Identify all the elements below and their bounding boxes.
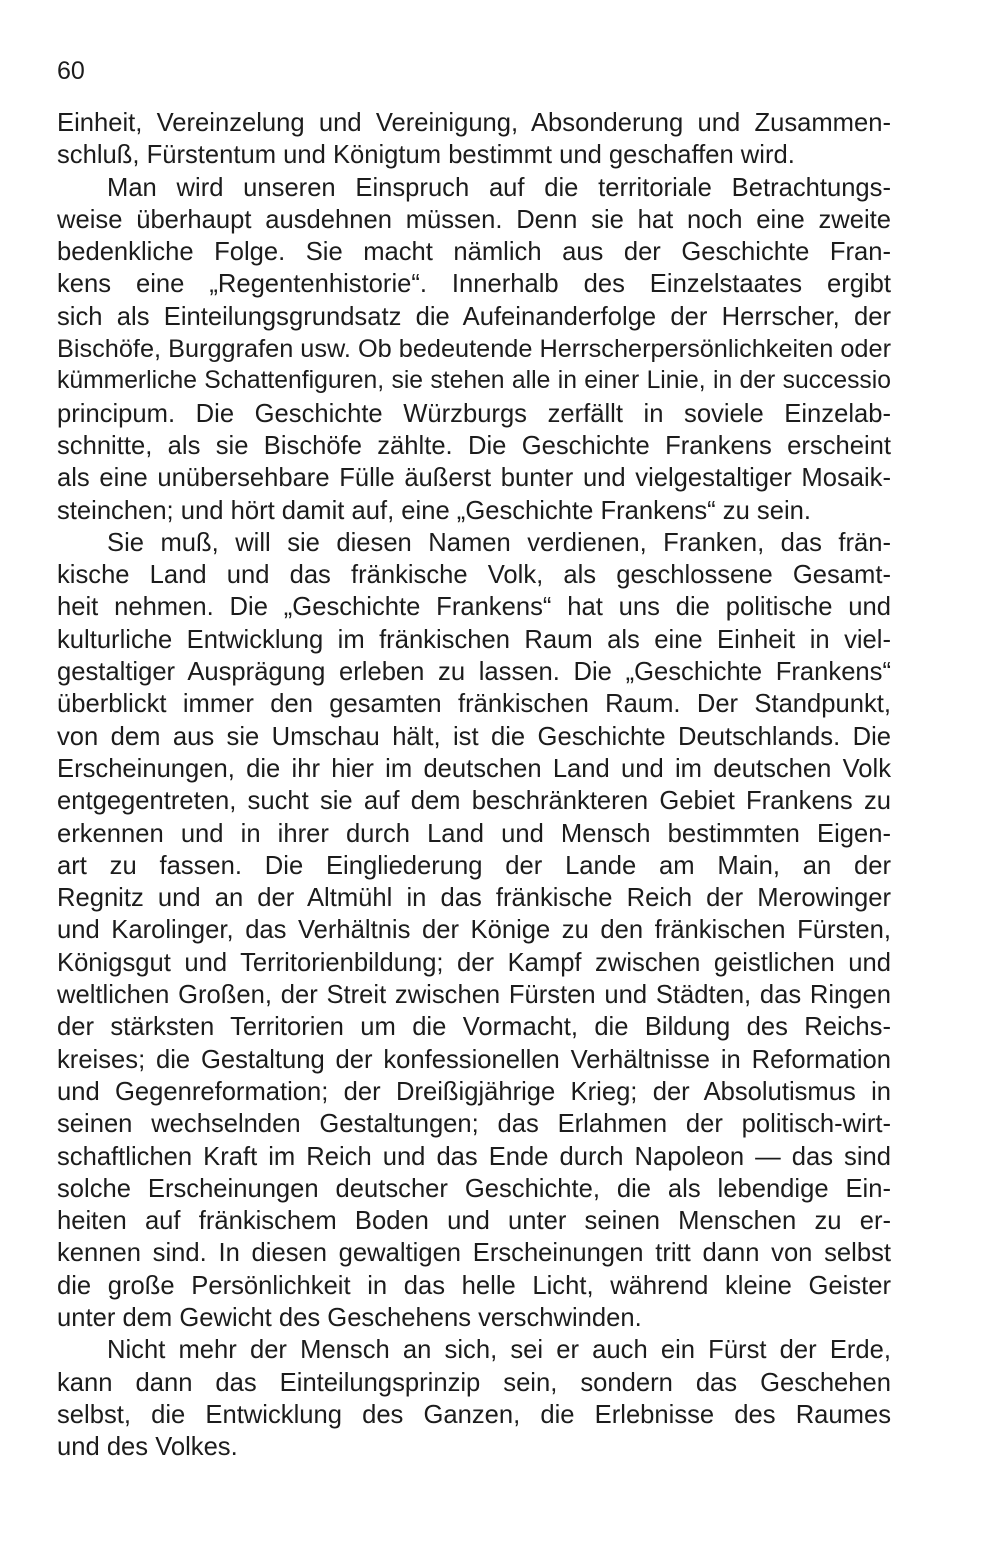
text-line: Erscheinungen, die ihr hier im deutschen Land und im deutschen Volk <box>57 754 891 783</box>
text-line: entgegentreten, sucht sie auf dem beschränkteren Gebiet Frankens zu <box>57 787 891 816</box>
text-line: steinchen; und hört damit auf, eine „Geschichte Frankens“ zu sein. <box>57 496 811 525</box>
text-line: gestaltiger Ausprägung erleben zu lassen. Die „Geschichte Frankens“ <box>57 658 891 687</box>
text-line: Regnitz und an der Altmühl in das fränkische Reich der Merowinger <box>57 884 891 913</box>
text-line: erkennen und in ihrer durch Land und Mensch bestimmten Eigen- <box>57 819 891 848</box>
text-line: weltlichen Großen, der Streit zwischen Fürsten und Städten, das Ringen <box>57 981 891 1010</box>
text-line: heiten auf fränkischem Boden und unter seinen Menschen zu er- <box>57 1207 891 1236</box>
text-line: bedenkliche Folge. Sie macht nämlich aus der Geschichte Fran- <box>57 238 891 267</box>
text-line: kens eine „Regentenhistorie“. Innerhalb des Einzelstaates ergibt <box>57 270 891 299</box>
page-number: 60 <box>57 57 85 85</box>
text-line: schnitte, als sie Bischöfe zählte. Die Geschichte Frankens erscheint <box>57 431 891 460</box>
text-line: solche Erscheinungen deutscher Geschichte, die als lebendige Ein- <box>57 1174 891 1203</box>
text-line: und Karolinger, das Verhältnis der Könige zu den fränkischen Fürsten, <box>57 916 891 945</box>
text-line: Nicht mehr der Mensch an sich, sei er auch ein Fürst der Erde, <box>107 1336 891 1365</box>
text-line: und Gegenreformation; der Dreißigjährige Krieg; der Absolutismus in <box>57 1077 891 1106</box>
text-line: von dem aus sie Umschau hält, ist die Geschichte Deutschlands. Die <box>57 722 891 751</box>
text-line: schaftlichen Kraft im Reich und das Ende durch Napoleon — das sind <box>57 1142 891 1171</box>
text-line: Königsgut und Territorienbildung; der Kampf zwischen geistlichen und <box>57 948 891 977</box>
text-line: der stärksten Territorien um die Vormacht, die Bildung des Reichs- <box>57 1013 891 1042</box>
text-line: Einheit, Vereinzelung und Vereinigung, Absonderung und Zusammen- <box>57 109 891 137</box>
text-line: unter dem Gewicht des Geschehens verschwinden. <box>57 1303 642 1332</box>
text-line: Bischöfe, Burggrafen usw. Ob bedeutende Herrscherpersönlichkeiten oder <box>57 335 891 364</box>
text-line: überblickt immer den gesamten fränkischen Raum. Der Standpunkt, <box>57 690 891 719</box>
text-line: principum. Die Geschichte Würzburgs zerfällt in soviele Einzelab- <box>57 399 891 428</box>
text-line: art zu fassen. Die Eingliederung der Lande am Main, an der <box>57 851 891 880</box>
text-line: schluß, Fürstentum und Königtum bestimmt und geschaffen wird. <box>57 141 795 170</box>
text-line: als eine unübersehbare Fülle äußerst bunter und vielgestaltiger Mosaik- <box>57 464 891 493</box>
text-line: kümmerliche Schattenfiguren, sie stehen alle in einer Linie, in der successio <box>57 367 891 395</box>
text-line: selbst, die Entwicklung des Ganzen, die Erlebnisse des Raumes <box>57 1400 891 1429</box>
text-line: und des Volkes. <box>57 1433 238 1462</box>
text-line: Man wird unseren Einspruch auf die territoriale Betrachtungs- <box>107 173 891 202</box>
text-line: kulturliche Entwicklung im fränkischen Raum als eine Einheit in viel- <box>57 625 891 654</box>
text-line: die große Persönlichkeit in das helle Licht, während kleine Geister <box>57 1271 891 1300</box>
text-line: kreises; die Gestaltung der konfessionellen Verhältnisse in Reformation <box>57 1045 891 1074</box>
text-line: sich als Einteilungsgrundsatz die Aufeinanderfolge der Herrscher, der <box>57 302 891 331</box>
text-line: kennen sind. In diesen gewaltigen Erscheinungen tritt dann von selbst <box>57 1239 891 1268</box>
text-line: kische Land und das fränkische Volk, als geschlossene Gesamt- <box>57 561 891 590</box>
text-line: Sie muß, will sie diesen Namen verdienen, Franken, das frän- <box>107 528 891 557</box>
text-line: weise überhaupt ausdehnen müssen. Denn sie hat noch eine zweite <box>57 205 891 234</box>
text-line: kann dann das Einteilungsprinzip sein, sondern das Geschehen <box>57 1368 891 1397</box>
body-text <box>57 107 891 1463</box>
text-line: seinen wechselnden Gestaltungen; das Erlahmen der politisch-wirt- <box>57 1110 891 1139</box>
text-line: heit nehmen. Die „Geschichte Frankens“ hat uns die politische und <box>57 593 891 622</box>
